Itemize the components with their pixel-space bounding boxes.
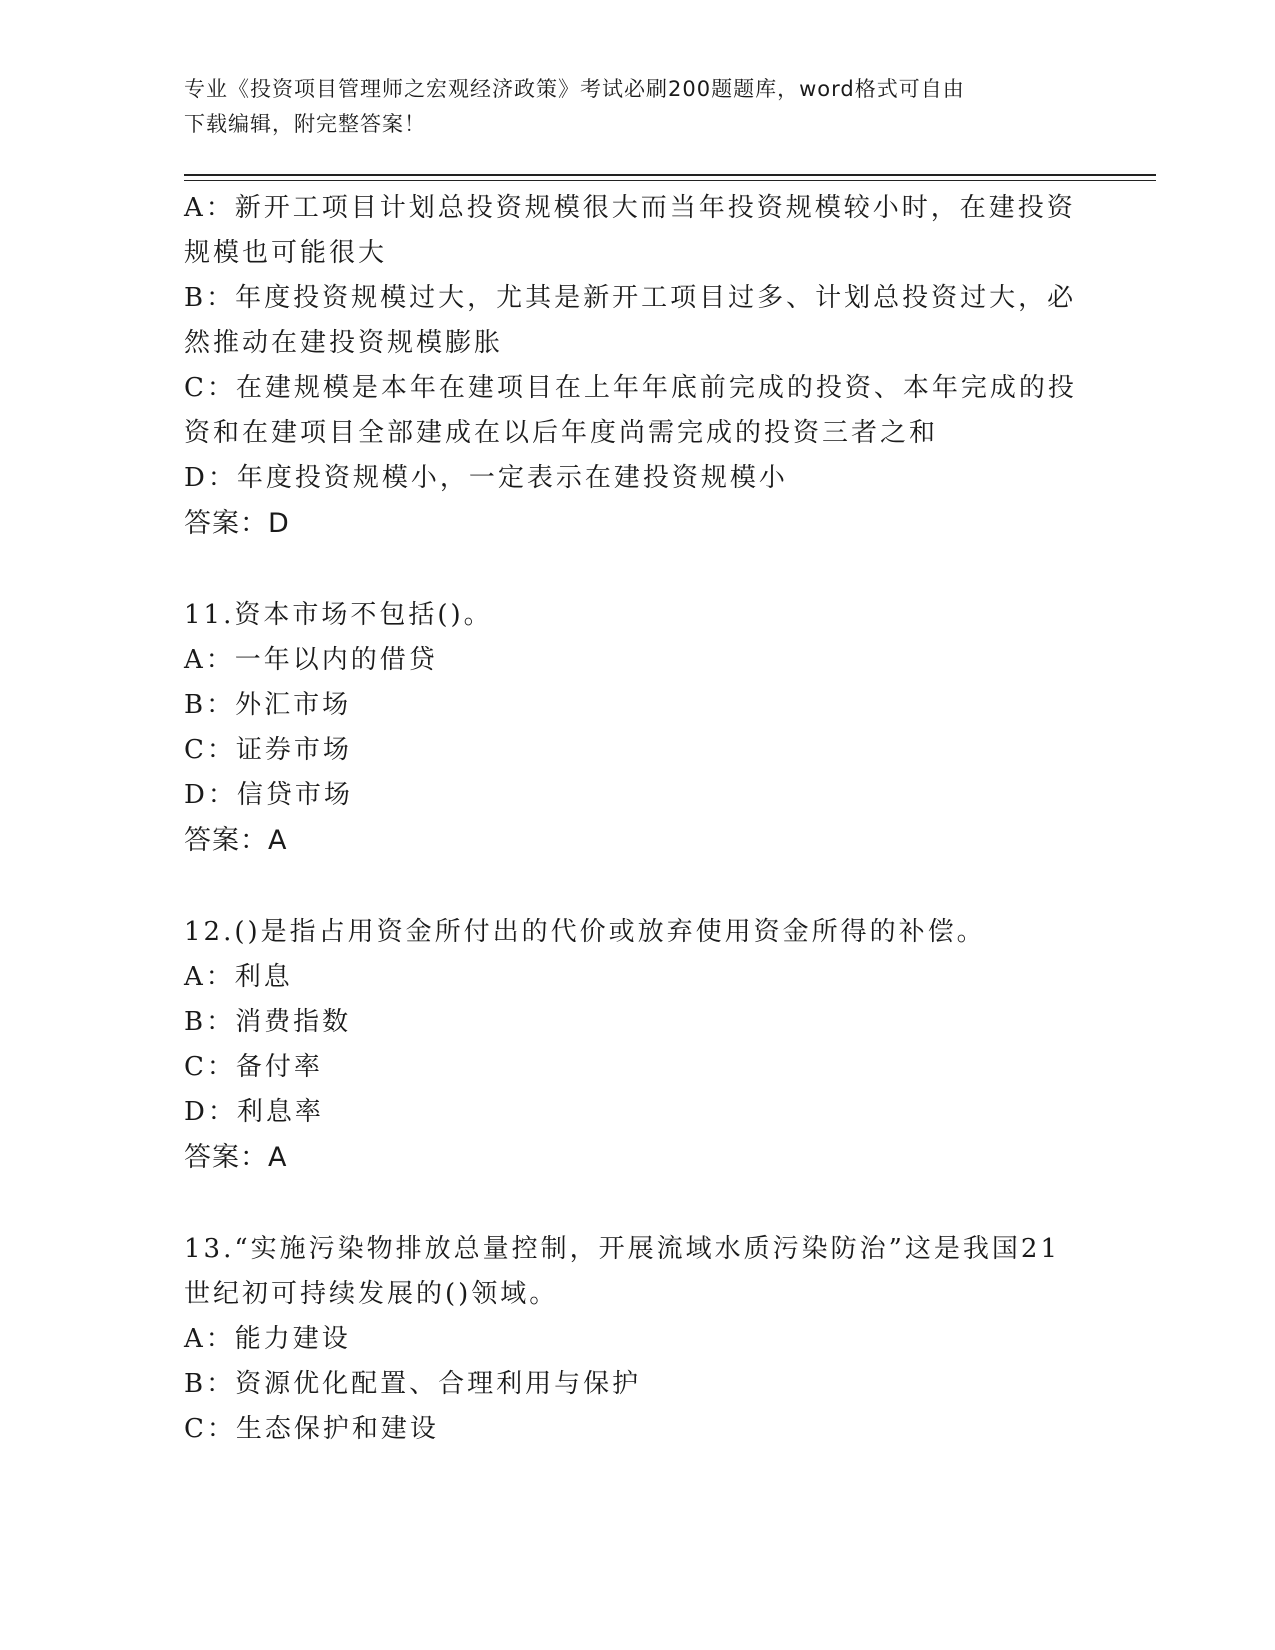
question-content xyxy=(184,186,1084,1452)
header-rule-thin xyxy=(184,180,1156,181)
option-a: A：利息 xyxy=(184,962,293,992)
header-line-2: 下载编辑，附完整答案！ xyxy=(184,112,426,136)
option-a-line-1: A：新开工项目计划总投资规模很大而当年投资规模较小时，在建投资 xyxy=(184,193,1076,223)
answer-label: 答案：A xyxy=(184,1142,288,1173)
option-b: B：资源优化配置、合理利用与保护 xyxy=(184,1369,642,1399)
option-c: C：证券市场 xyxy=(184,735,352,765)
question-10-options xyxy=(184,186,1084,546)
option-b-line-2: 然推动在建投资规模膨胀 xyxy=(184,328,504,358)
question-text: 11.资本市场不包括()。 xyxy=(184,600,493,630)
header-line-1: 专业《投资项目管理师之宏观经济政策》考试必刷200题题库，word格式可自由 xyxy=(184,77,965,101)
option-d: D：利息率 xyxy=(184,1097,324,1127)
option-c-line-2: 资和在建项目全部建成在以后年度尚需完成的投资三者之和 xyxy=(184,418,939,448)
option-b-line-1: B：年度投资规模过大，尤其是新开工项目过多、计划总投资过大，必 xyxy=(184,283,1077,313)
option-c: C：备付率 xyxy=(184,1052,323,1082)
option-c: C：生态保护和建设 xyxy=(184,1414,439,1444)
option-b: B：外汇市场 xyxy=(184,690,352,720)
question-13 xyxy=(184,1227,1084,1452)
option-d: D：年度投资规模小，一定表示在建投资规模小 xyxy=(184,463,788,493)
spacer xyxy=(184,863,1084,910)
header-rule-thick xyxy=(184,174,1156,176)
spacer xyxy=(184,546,1084,593)
answer-label: 答案：A xyxy=(184,825,288,856)
option-c-line-1: C：在建规模是本年在建项目在上年年底前完成的投资、本年完成的投 xyxy=(184,373,1077,403)
option-a: A：一年以内的借贷 xyxy=(184,645,438,675)
question-text-line-1: 13.“实施污染物排放总量控制，开展流域水质污染防治”这是我国21 xyxy=(184,1234,1061,1264)
question-11 xyxy=(184,593,1084,863)
question-12 xyxy=(184,910,1084,1180)
option-d: D：信贷市场 xyxy=(184,780,353,810)
question-text-line-2: 世纪初可持续发展的()领域。 xyxy=(184,1279,559,1309)
option-b: B：消费指数 xyxy=(184,1007,352,1037)
spacer xyxy=(184,1180,1084,1227)
question-text: 12.()是指占用资金所付出的代价或放弃使用资金所得的补偿。 xyxy=(184,917,986,947)
document-header xyxy=(184,72,1064,142)
option-a: A：能力建设 xyxy=(184,1324,351,1354)
answer-label: 答案：D xyxy=(184,508,290,539)
option-a-line-2: 规模也可能很大 xyxy=(184,238,388,268)
